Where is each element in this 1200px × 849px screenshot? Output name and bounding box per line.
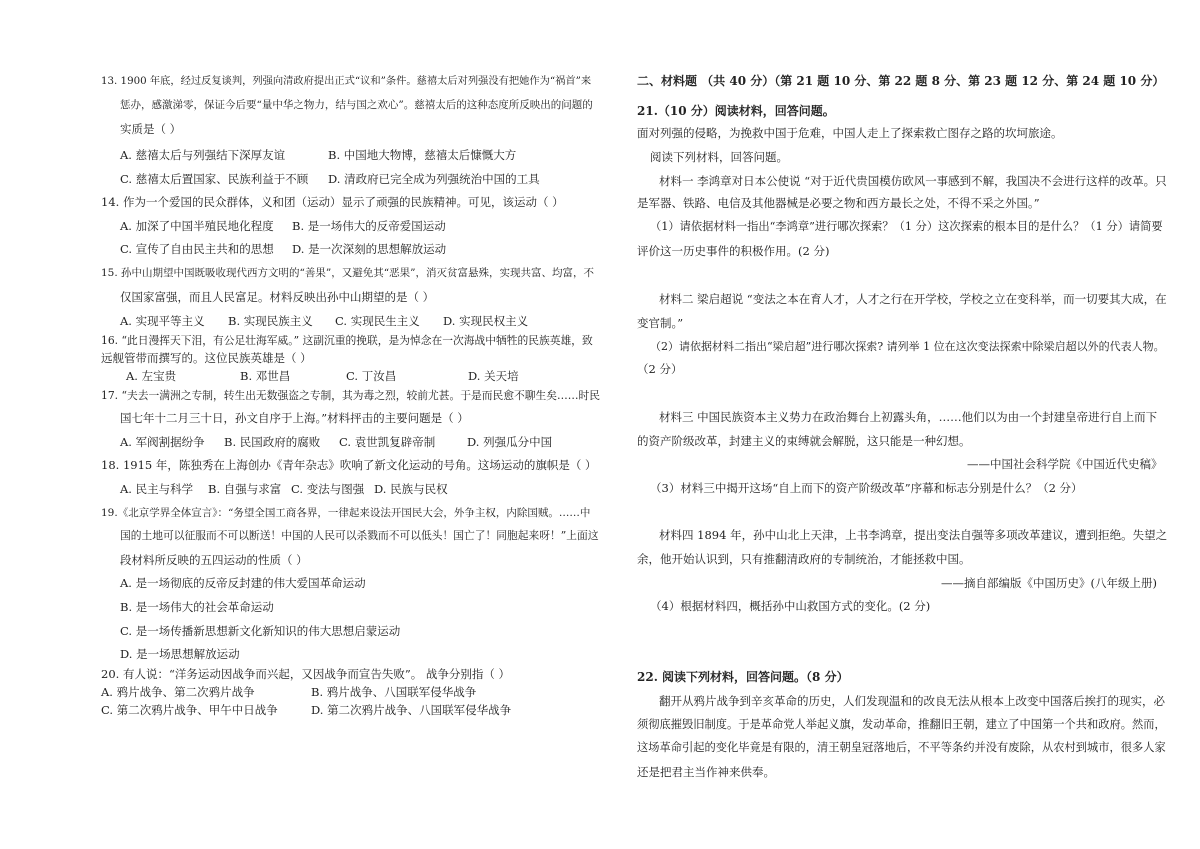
q21-intro-2: 阅读下列材料，回答问题。	[650, 150, 788, 164]
q20-line-1: 20. 有人说：“洋务运动因战争而兴起，又因战争而宣告失败”。 战争分别指（ ）	[101, 667, 511, 681]
q16-option-c[interactable]: C. 丁汝昌	[346, 369, 397, 383]
q19-line-3: 段材料所反映的五四运动的性质（ ）	[120, 553, 308, 567]
q16-option-b[interactable]: B. 邓世昌	[240, 369, 291, 383]
q15-option-a[interactable]: A. 实现平等主义	[120, 314, 205, 328]
q16-option-a[interactable]: A. 左宝贵	[126, 369, 177, 383]
q22-text-line-2: 须彻底摧毁旧制度。于是革命党人举起义旗，发动革命，推翻旧王朝，建立了中国第一个共和政府。然而，	[637, 718, 1166, 731]
q16-line-1: 16. “此日漫挥天下泪，有公足壮海军威。” 这副沉重的挽联，是为悼念在一次海战中牺牲的民族英雄，致	[101, 334, 593, 347]
q21-sub1-line-2: 评价这一历史事件的积极作用。(2 分)	[637, 244, 830, 258]
q21-intro-1: 面对列强的侵略，为挽救中国于危难，中国人走上了探索救亡图存之路的坎坷旅途。	[637, 126, 1063, 140]
material-1-line-2: 是军器、铁路、电信及其他器械是必要之物和西方最长之处，不得不采之外国。”	[637, 196, 1040, 210]
q17-option-a[interactable]: A. 军阀割据纷争	[120, 435, 205, 449]
section-header: 二、材料题 （共 40 分）（第 21 题 10 分、第 22 题 8 分、第 23 题 12 分、第 24 题 10 分）	[637, 74, 1165, 88]
q18-line-1: 18. 1915 年，陈独秀在上海创办《青年杂志》吹响了新文化运动的号角。这场运动的旗帜是（ ）	[101, 458, 597, 472]
q20-option-c[interactable]: C. 第二次鸦片战争、甲午中日战争	[101, 703, 278, 717]
q13-option-d[interactable]: D. 清政府已完全成为列强统治中国的工具	[328, 172, 540, 186]
q14-option-c[interactable]: C. 宣传了自由民主共和的思想	[120, 242, 274, 256]
material-3-line-2: 的资产阶级改革，封建主义的束缚就会解脱，这只能是一种幻想。	[637, 434, 971, 448]
q15-option-d[interactable]: D. 实现民权主义	[443, 314, 529, 328]
q13-line-2: 惩办，感激涕零，保证今后要“量中华之物力，结与国之欢心”。慈禧太后的这种态度所反映出的问题的	[120, 99, 593, 111]
q18-option-b[interactable]: B. 自强与求富	[208, 482, 282, 496]
q20-option-a[interactable]: A. 鸦片战争、第二次鸦片战争	[101, 685, 255, 699]
q17-line-1: 17. “夫去一满洲之专制，转生出无数强盗之专制，其为毒之烈，较前尤甚。于是而民愈不聊生矣……时民	[101, 389, 601, 402]
q15-option-c[interactable]: C. 实现民生主义	[335, 314, 420, 328]
q16-line-2: 远舰管带而撰写的。这位民族英雄是（ ）	[101, 351, 312, 365]
q21-sub2-line-1: （2）请依据材料二指出“梁启超”进行哪次探索? 请列举 1 位在这次变法探索中除梁启超以外的代表人物。	[650, 340, 1165, 353]
material-2-line-1: 材料二 梁启超说 “变法之本在育人才，人才之行在开学校，学校之立在变科举，而一切要其大成，在	[659, 292, 1167, 306]
q22-text-line-4: 还是把君主当作神来供奉。	[637, 765, 775, 779]
q15-line-2: 仅国家富强，而且人民富足。材料反映出孙中山期望的是（ ）	[120, 290, 435, 304]
q13-option-c[interactable]: C. 慈禧太后置国家、民族利益于不顾	[120, 172, 309, 186]
q19-option-d[interactable]: D. 是一场思想解放运动	[120, 647, 240, 661]
q18-option-d[interactable]: D. 民族与民权	[374, 482, 448, 496]
q13-line-1: 13. 1900 年底，经过反复谈判，列强向清政府提出正式“议和”条件。慈禧太后对列强没有把她作为“祸首”来	[101, 75, 592, 87]
q21-sub2-line-2: （2 分）	[637, 362, 683, 376]
q22-text-line-3: 这场革命引起的变化毕竟是有限的，清王朝皇冠落地后，不平等条约并没有废除，从农村到城市，很多人家	[637, 741, 1166, 754]
material-2-line-2: 变官制。”	[637, 316, 684, 330]
q21-sub4: （4）根据材料四，概括孙中山救国方式的变化。(2 分)	[650, 599, 931, 613]
material-4-line-2: 余，他开始认识到，只有推翻清政府的专制统治，才能拯救中国。	[637, 552, 971, 566]
q13-line-3: 实质是（ ）	[120, 122, 182, 136]
q17-option-c[interactable]: C. 袁世凯复辟帝制	[339, 435, 436, 449]
q21-sub3: （3）材料三中揭开这场“自上而下的资产阶级改革”序幕和标志分别是什么？（2 分）	[650, 481, 1083, 495]
q13-option-b[interactable]: B. 中国地大物博，慈禧太后慷慨大方	[328, 148, 517, 162]
q17-option-b[interactable]: B. 民国政府的腐败	[224, 435, 321, 449]
q22-title: 22. 阅读下列材料，回答问题。（8 分）	[637, 670, 849, 684]
q19-line-2: 国的土地可以征服而不可以断送！中国的人民可以杀戮而不可以低头！国亡了！同胞起来呀！”上面这	[120, 529, 599, 542]
q16-option-d[interactable]: D. 关天培	[468, 369, 519, 383]
q17-option-d[interactable]: D. 列强瓜分中国	[467, 435, 553, 449]
material-4-source: ——摘自部编版《中国历史》(八年级上册)	[941, 576, 1157, 590]
q22-text-line-1: 翻开从鸦片战争到辛亥革命的历史，人们发现温和的改良无法从根本上改变中国落后挨打的现实，必	[659, 694, 1165, 708]
material-3-line-1: 材料三 中国民族资本主义势力在政治舞台上初露头角，……他们以为由一个封建皇帝进行自上而下	[659, 410, 1158, 424]
material-3-source: ——中国社会科学院《中国近代史稿》	[967, 457, 1163, 471]
q19-option-a[interactable]: A. 是一场彻底的反帝反封建的伟大爱国革命运动	[120, 576, 366, 590]
q18-option-c[interactable]: C. 变法与图强	[291, 482, 365, 496]
q14-option-b[interactable]: B. 是一场伟大的反帝爱国运动	[292, 219, 446, 233]
q20-option-b[interactable]: B. 鸦片战争、八国联军侵华战争	[311, 685, 477, 699]
q14-option-a[interactable]: A. 加深了中国半殖民地化程度	[120, 219, 274, 233]
q15-line-1: 15. 孙中山期望中国既吸收现代西方文明的“善果”，又避免其“恶果”，消灭贫富悬殊，实现共富、均富，不	[101, 267, 595, 279]
q19-line-1: 19.《北京学界全体宣言》：“务望全国工商各界，一律起来设法开国民大会，外争主权，内除国贼。……中	[101, 507, 591, 519]
q18-option-a[interactable]: A. 民主与科学	[120, 482, 194, 496]
q21-sub1-line-1: （1）请依据材料一指出“李鸿章”进行哪次探索？（1 分）这次探索的根本目的是什么？（1 分）请简要	[650, 220, 1163, 233]
q20-option-d[interactable]: D. 第二次鸦片战争、八国联军侵华战争	[311, 703, 512, 717]
material-4-line-1: 材料四 1894 年，孙中山北上天津，上书李鸿章，提出变法自强等多项改革建议，遭到拒绝。失望之	[659, 528, 1168, 542]
q14-line-1: 14. 作为一个爱国的民众群体，义和团（运动）显示了顽强的民族精神。可见，该运动（ ）	[101, 195, 564, 209]
material-1-line-1: 材料一 李鸿章对日本公使说 “对于近代贵国模仿欧风一事感到不解，我国决不会进行这样的改革。只	[659, 174, 1167, 188]
q19-option-b[interactable]: B. 是一场伟大的社会革命运动	[120, 600, 274, 614]
q13-option-a[interactable]: A. 慈禧太后与列强结下深厚友谊	[120, 148, 286, 162]
q17-line-2: 国七年十二月三十日，孙文自序于上海。”材料抨击的主要问题是（ ）	[120, 411, 469, 425]
q15-option-b[interactable]: B. 实现民族主义	[228, 314, 313, 328]
q21-title: 21.（10 分）阅读材料，回答问题。	[637, 104, 835, 118]
q19-option-c[interactable]: C. 是一场传播新思想新文化新知识的伟大思想启蒙运动	[120, 624, 401, 638]
q14-option-d[interactable]: D. 是一次深刻的思想解放运动	[292, 242, 447, 256]
